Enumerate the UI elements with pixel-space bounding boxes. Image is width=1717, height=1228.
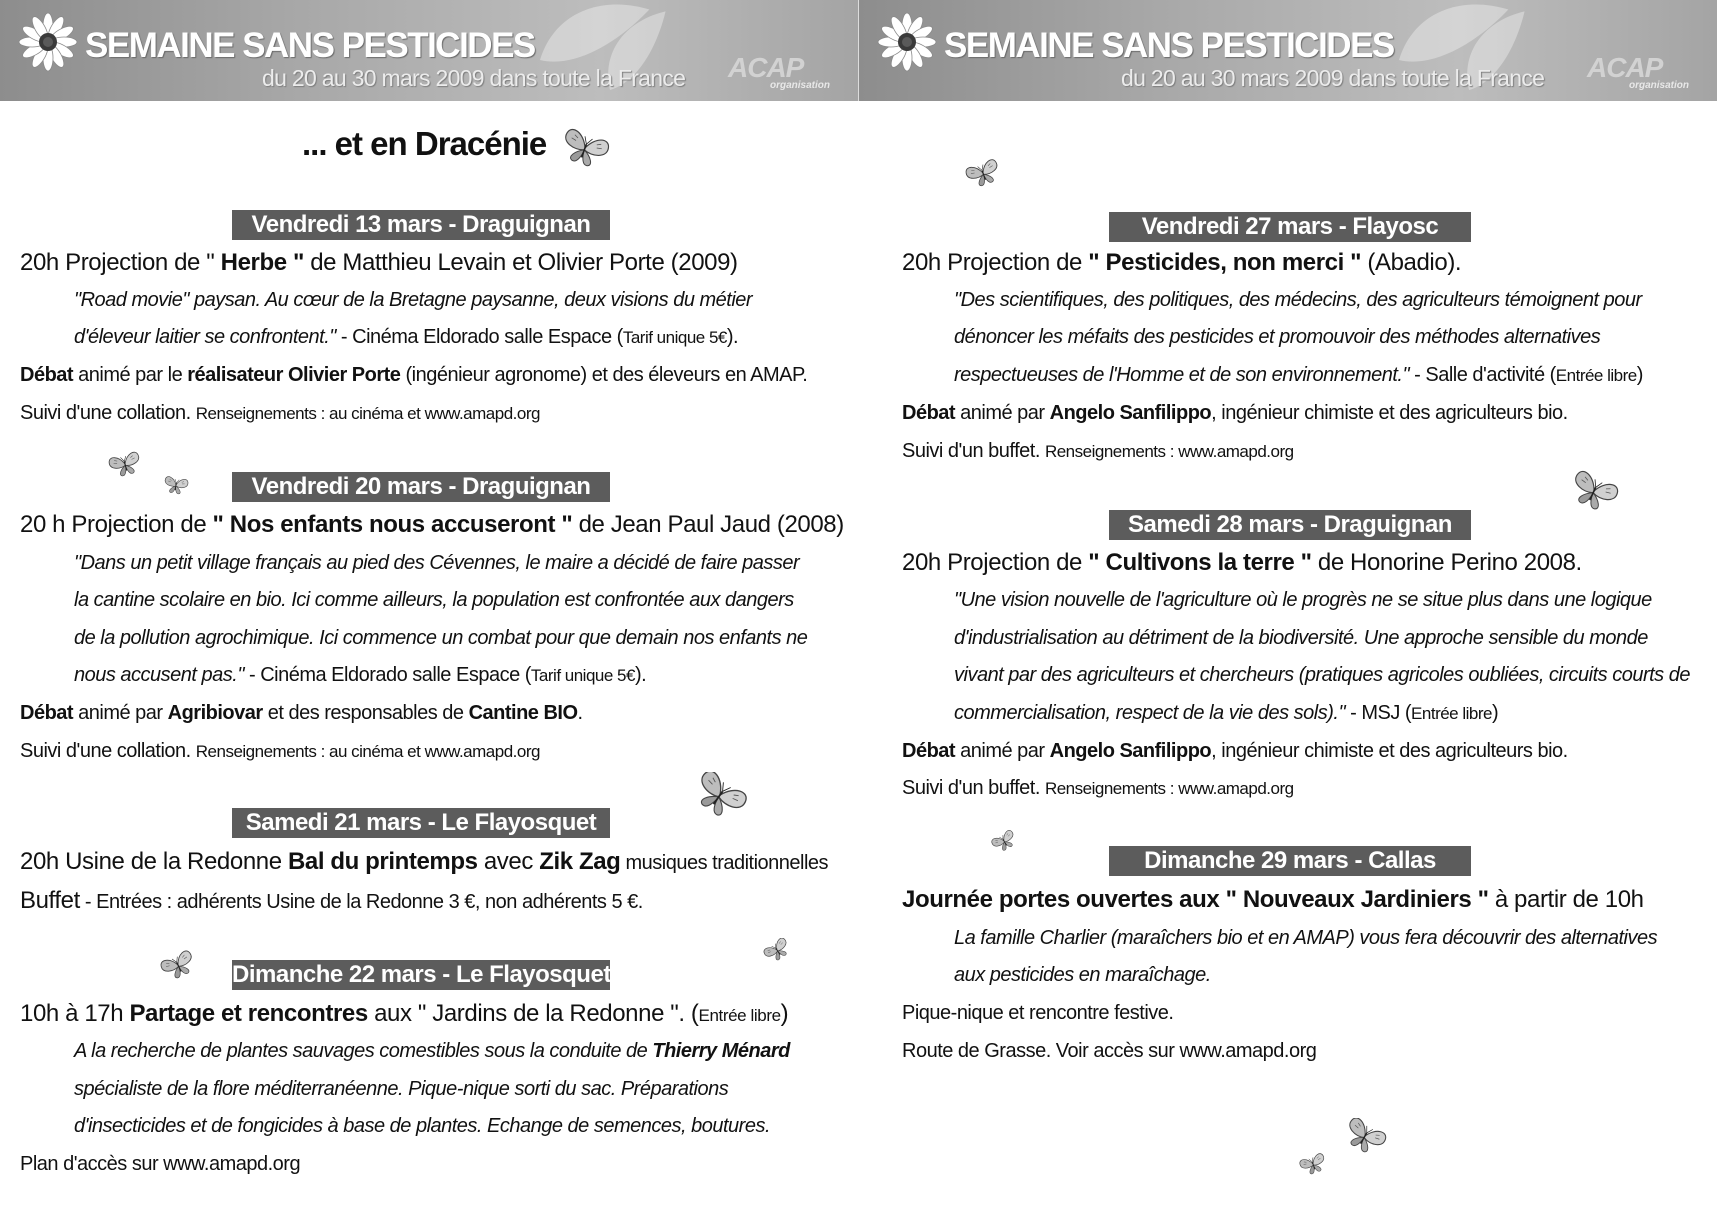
text: 20h Projection de — [902, 249, 1089, 276]
info-text: Renseignements : www.amapd.org — [1044, 779, 1294, 798]
text: . — [577, 702, 583, 724]
info-text: Renseignements : au cinéma et www.amapd.org — [195, 404, 540, 423]
acap-logo-subtitle: organisation — [770, 80, 831, 91]
text: avec — [477, 848, 540, 875]
text: Suivi d'un buffet. — [902, 440, 1045, 462]
text: à partir de 10h — [1488, 886, 1644, 913]
banner-title: SEMAINE SANS PESTICIDES — [85, 26, 535, 65]
text: d'éleveur laitier se confrontent." — [74, 326, 336, 348]
flower-icon — [16, 10, 80, 74]
description-line: spécialiste de la flore méditerranéenne. Pique-nique sorti du sac. Préparations — [74, 1078, 729, 1100]
synopsis-line: vivant par des agriculteurs et chercheurs (pratiques agricoles oubliées, circuits courts de — [954, 664, 1690, 686]
butterfly-icon — [965, 158, 1001, 188]
butterfly-icon — [692, 772, 748, 818]
info-line: Plan d'accès sur www.amapd.org — [20, 1153, 301, 1175]
text: ) — [780, 1000, 789, 1027]
text: 10h à 17h — [20, 1000, 130, 1027]
speaker: Agribiovar — [167, 702, 263, 724]
speaker: Angelo Sanfilippo — [1049, 740, 1212, 762]
text: animé par — [73, 702, 168, 724]
butterfly-icon — [108, 450, 142, 478]
left-page — [0, 0, 858, 1228]
butterfly-icon — [763, 938, 791, 962]
event-date-bar: Dimanche 29 mars - Callas — [1109, 846, 1471, 876]
description-line: La famille Charlier (maraîchers bio et en AMAP) vous fera découvrir des alternatives — [954, 927, 1658, 949]
synopsis-line: dénoncer les méfaits des pesticides et promouvoir des méthodes alternatives — [954, 326, 1601, 348]
price: Entrée libre — [1555, 366, 1637, 385]
synopsis-line — [954, 364, 1643, 387]
debate-line — [902, 740, 1568, 763]
band-name: Zik Zag — [539, 848, 621, 875]
banner-title: SEMAINE SANS PESTICIDES — [944, 26, 1394, 65]
text: , ingénieur chimiste et des agriculteurs bio. — [1211, 740, 1568, 762]
text: Suivi d'une collation. — [20, 402, 196, 424]
event-date-bar: Samedi 21 mars - Le Flayosquet — [232, 808, 610, 838]
description-line: d'insecticides et de fongicides à base de plantes. Echange de semences, boutures. — [74, 1115, 771, 1137]
butterfly-icon — [1299, 1152, 1327, 1176]
description-line — [74, 1040, 790, 1063]
text: musiques traditionnelles — [620, 852, 829, 874]
text: animé par — [955, 402, 1050, 424]
price: Entrée libre — [698, 1006, 781, 1025]
butterfly-icon — [1343, 1118, 1387, 1154]
text: (Abadio). — [1361, 249, 1462, 276]
speaker: réalisateur Olivier Porte — [187, 364, 401, 386]
text: 20h Projection de — [902, 549, 1089, 576]
info-line — [902, 440, 1294, 463]
text: nous accusent pas." — [74, 664, 244, 686]
header-banner — [0, 0, 858, 101]
text: 20h Projection de " — [20, 249, 221, 276]
text: ) — [1491, 702, 1499, 724]
text: de Honorine Perino 2008. — [1311, 549, 1582, 576]
header-banner — [859, 0, 1717, 101]
text: 20h Usine de la Redonne — [20, 848, 288, 875]
price: Tarif unique 5€ — [530, 666, 635, 685]
film-title: " Pesticides, non merci " — [1088, 249, 1362, 276]
text: (ingénieur agronome) et des éleveurs en AMAP. — [400, 364, 808, 386]
venue: - Cinéma Eldorado salle Espace ( — [243, 664, 531, 686]
event-title-line — [902, 886, 1644, 914]
banner-dates: du 20 au 30 mars 2009 dans toute la France — [262, 65, 686, 91]
butterfly-icon — [160, 950, 196, 980]
text: Buffet — [20, 887, 80, 914]
page-heading: ... et en Dracénie — [302, 125, 547, 162]
price: Entrée libre — [1411, 704, 1492, 723]
film-title: " Cultivons la terre " — [1088, 549, 1312, 576]
event-date-bar: Dimanche 22 mars - Le Flayosquet — [232, 961, 611, 988]
info-line: Route de Grasse. Voir accès sur www.amapd.org — [902, 1040, 1317, 1062]
info-text: Renseignements : www.amapd.org — [1044, 442, 1294, 461]
synopsis-line: "Road movie" paysan. Au cœur de la Bretagne paysanne, deux visions du métier — [74, 289, 753, 311]
synopsis-line: "Une vision nouvelle de l'agriculture où le progrès ne se situe plus dans une logique — [954, 589, 1652, 611]
event-title-line — [20, 1000, 788, 1028]
text: Suivi d'une collation. — [20, 740, 196, 762]
acap-logo-subtitle: organisation — [1629, 80, 1690, 91]
flower-icon — [875, 10, 939, 74]
price: Tarif unique 5€ — [622, 328, 727, 347]
right-page — [859, 0, 1717, 1228]
butterfly-icon — [1569, 470, 1619, 512]
venue: - MSJ ( — [1345, 702, 1412, 724]
info-line: Pique-nique et rencontre festive. — [902, 1002, 1174, 1024]
venue: - Cinéma Eldorado salle Espace ( — [335, 326, 623, 348]
debate-label: Débat — [902, 740, 956, 762]
synopsis-line — [74, 326, 738, 349]
debate-label: Débat — [20, 364, 74, 386]
description-line: aux pesticides en maraîchage. — [954, 964, 1211, 986]
text: et des responsables de — [262, 702, 469, 724]
event-name: Bal du printemps — [287, 848, 478, 875]
info-text: Renseignements : au cinéma et www.amapd.org — [195, 742, 540, 761]
debate-line — [902, 402, 1568, 425]
banner-dates: du 20 au 30 mars 2009 dans toute la France — [1121, 65, 1545, 91]
info-line — [20, 740, 540, 763]
event-name: Journée portes ouvertes aux " Nouveaux Jardiniers " — [902, 886, 1489, 913]
text: ) — [1636, 364, 1643, 386]
text: aux " Jardins de la Redonne ". ( — [367, 1000, 699, 1027]
event-date-bar: Vendredi 20 mars - Draguignan — [232, 472, 610, 502]
text: animé par — [955, 740, 1050, 762]
acap-logo: ACAP — [728, 52, 804, 83]
event-title-line — [20, 511, 844, 539]
film-title: Herbe " — [220, 249, 304, 276]
text: , ingénieur chimiste et des agriculteurs bio. — [1211, 402, 1568, 424]
event-name: Partage et rencontres — [129, 1000, 368, 1027]
event-date-bar: Vendredi 13 mars - Draguignan — [232, 210, 610, 240]
prices: - Entrées : adhérents Usine de la Redonne 3 €, non adhérents 5 €. — [79, 891, 643, 913]
event-date-bar: Samedi 28 mars - Draguignan — [1109, 510, 1471, 540]
synopsis-line: d'industrialisation au détriment de la biodiversité. Une approche sensible du monde — [954, 627, 1648, 649]
synopsis-line: "Dans un petit village français au pied des Cévennes, le maire a décidé de faire passer — [74, 552, 800, 574]
text: ). — [634, 664, 647, 686]
debate-line — [20, 702, 583, 725]
event-title-line — [902, 549, 1582, 577]
text: animé par le — [73, 364, 188, 386]
debate-label: Débat — [20, 702, 74, 724]
acap-logo: ACAP — [1587, 52, 1663, 83]
synopsis-line: "Des scientifiques, des politiques, des médecins, des agriculteurs témoignent pour — [954, 289, 1642, 311]
venue: - Salle d'activité ( — [1409, 364, 1556, 386]
debate-line — [20, 364, 807, 387]
text: Suivi d'un buffet. — [902, 777, 1045, 799]
speaker: Cantine BIO — [468, 702, 578, 724]
event-title-line — [902, 249, 1461, 277]
text: ). — [726, 326, 739, 348]
info-line — [902, 777, 1294, 800]
text: commercialisation, respect de la vie des sols)." — [954, 702, 1346, 724]
butterfly-icon — [163, 474, 189, 496]
buffet-line — [20, 887, 643, 915]
event-title-line — [20, 249, 738, 277]
butterfly-icon — [991, 830, 1017, 852]
text: respectueuses de l'Homme et de son environnement." — [954, 364, 1410, 386]
film-title: " Nos enfants nous accuseront " — [212, 511, 573, 538]
text: 20 h Projection de — [20, 511, 213, 538]
info-line — [20, 402, 540, 425]
debate-label: Débat — [902, 402, 956, 424]
synopsis-line: de la pollution agrochimique. Ici commence un combat pour que demain nos enfants ne — [74, 627, 808, 649]
synopsis-line — [954, 702, 1498, 725]
butterfly-icon — [560, 128, 610, 168]
speaker: Angelo Sanfilippo — [1049, 402, 1212, 424]
event-title-line — [20, 848, 828, 876]
text: de Matthieu Levain et Olivier Porte (2009) — [303, 249, 738, 276]
synopsis-line: la cantine scolaire en bio. Ici comme ailleurs, la population est confrontée aux dangers — [74, 589, 794, 611]
text: A la recherche de plantes sauvages comestibles sous la conduite de — [74, 1040, 653, 1062]
guide-name: Thierry Ménard — [652, 1040, 790, 1062]
text: de Jean Paul Jaud (2008) — [572, 511, 844, 538]
event-date-bar: Vendredi 27 mars - Flayosc — [1109, 212, 1471, 242]
synopsis-line — [74, 664, 646, 687]
